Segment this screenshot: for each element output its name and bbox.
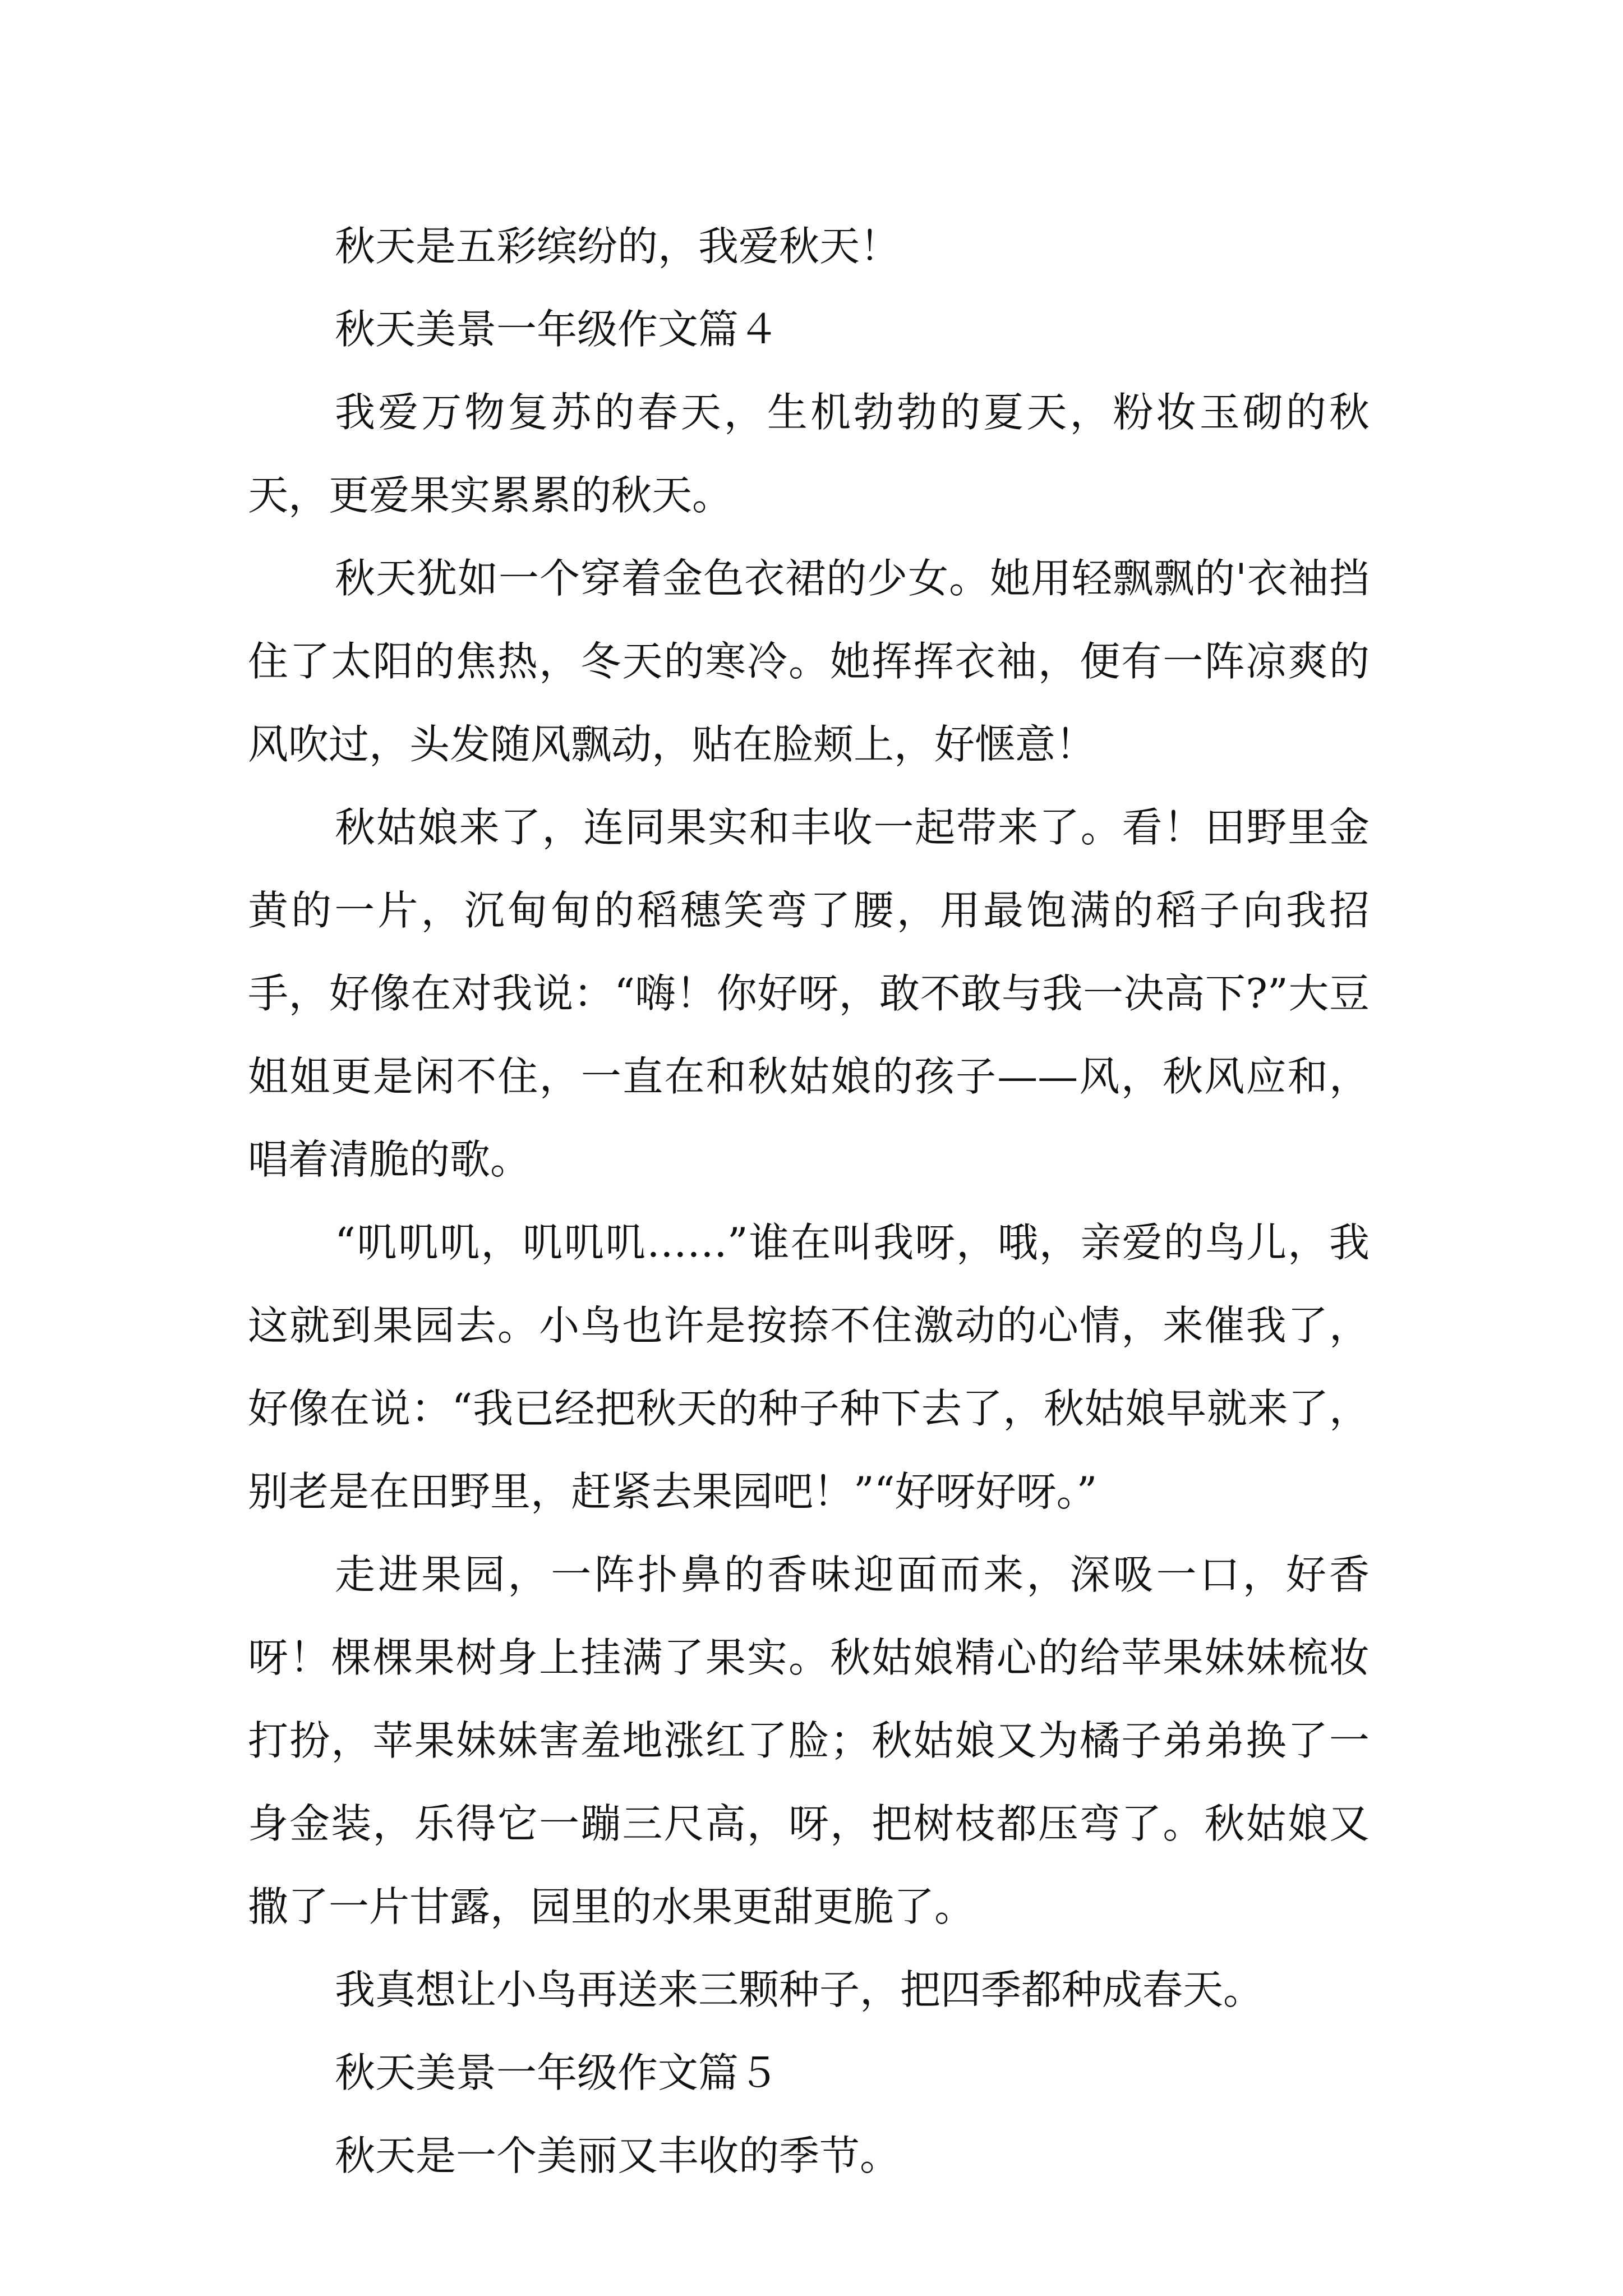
paragraph: 秋天是一个美丽又丰收的季节。	[335, 2132, 901, 2179]
section-heading: 秋天美景一年级作文篇５	[335, 2049, 780, 2096]
paragraph: 走进果园，一阵扑鼻的香味迎面而来，深吸一口，好香呀！棵棵果树身上挂满了果实。秋姑娘精心的给苹果妹妹梳妆打扮，苹果妹妹害羞地涨红了脸；秋姑娘又为橘子弟弟换了一身金装，乐得它一蹦三尺高，呀，把树枝都压弯了。秋姑娘又撒了一片甘露，园里的水果更甜更脆了。	[248, 1551, 1370, 1930]
document-body	[248, 205, 1370, 2197]
paragraph: 秋天是五彩缤纷的，我爱秋天！	[335, 223, 901, 270]
paragraph: 我真想让小鸟再送来三颗种子，把四季都种成春天。	[335, 1966, 1264, 2013]
paragraph: 秋姑娘来了，连同果实和丰收一起带来了。看！田野里金黄的一片，沉甸甸的稻穗笑弯了腰，用最饱满的稻子向我招手，好像在对我说：“嗨！你好呀，敢不敢与我一决高下?”大豆姐姐更是闲不住，一直在和秋姑娘的孩子——风，秋风应和，唱着清脆的歌。	[248, 804, 1370, 1183]
paragraph: 秋天犹如一个穿着金色衣裙的少女。她用轻飘飘的'衣袖挡住了太阳的焦热，冬天的寒冷。她挥挥衣袖，便有一阵凉爽的风吹过，头发随风飘动，贴在脸颊上，好惬意！	[248, 555, 1370, 768]
paragraph: “叽叽叽，叽叽叽……”谁在叫我呀，哦，亲爱的鸟儿，我这就到果园去。小鸟也许是按捺不住激动的心情，来催我了，好像在说：“我已经把秋天的种子种下去了，秋姑娘早就来了，别老是在田野里，赶紧去果园吧！”“好呀好呀。”	[248, 1219, 1370, 1515]
section-heading: 秋天美景一年级作文篇４	[335, 306, 780, 353]
paragraph: 我爱万物复苏的春天，生机勃勃的夏天，粉妆玉砌的秋天，更爱果实累累的秋天。	[248, 389, 1370, 519]
